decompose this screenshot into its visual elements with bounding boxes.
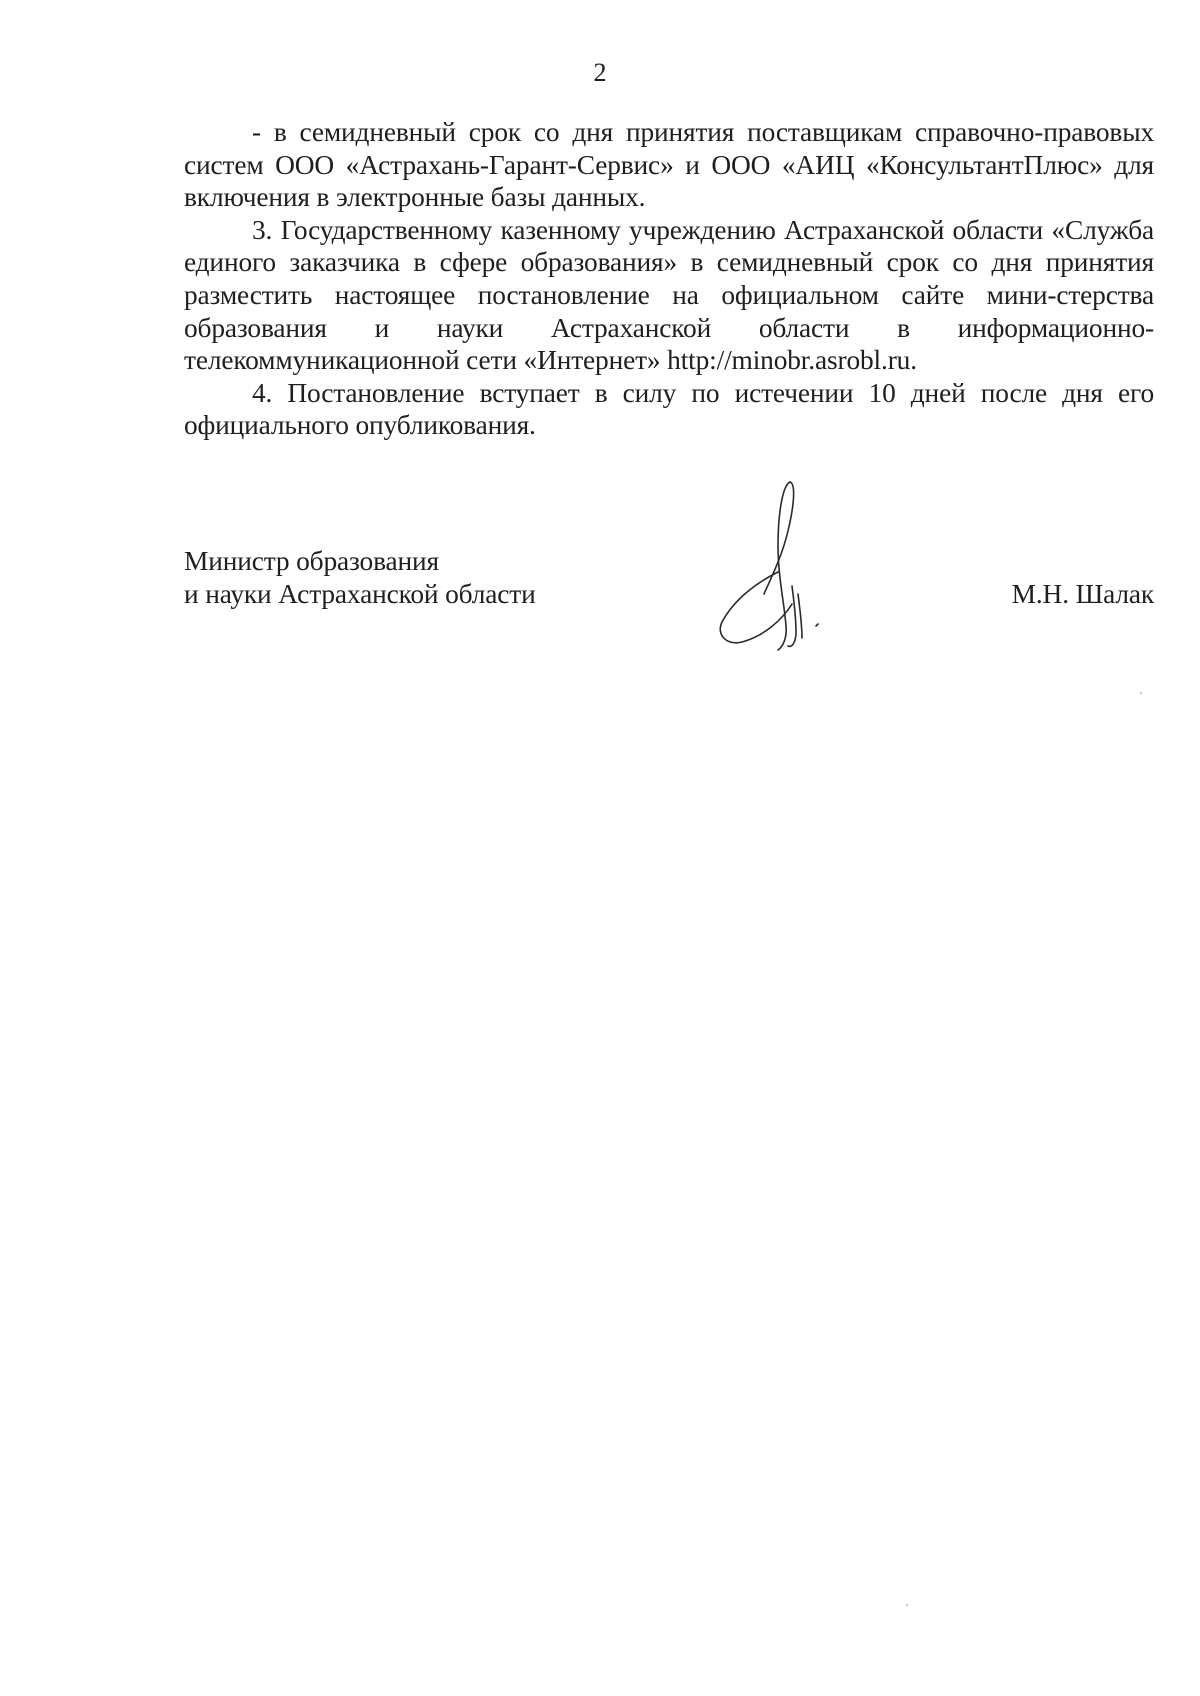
paragraph-publication: - в семидневный срок со дня принятия поставщикам справочно-правовых систем ООО «Астрахань-Гарант-Сервис» и ООО «АИЦ «КонсультантПлюс» для включения в электронные базы данных. [184, 117, 1154, 213]
handwritten-signature-icon [712, 476, 832, 656]
page-number: 2 [593, 58, 607, 87]
signatory-position [184, 545, 536, 610]
signatory-position-line-1: Министр образования [184, 546, 439, 576]
document-body [184, 116, 1154, 442]
paragraph-item-4: 4. Постановление вступает в силу по истечении 10 дней после дня его официального опубликования. [184, 377, 1154, 441]
signatory-name: М.Н. Шалак [1011, 579, 1154, 609]
signatory-position-line-2: и науки Астраханской области [184, 578, 536, 609]
scan-speck [1140, 692, 1142, 694]
scan-speck [906, 1604, 908, 1606]
paragraph-item-3: 3. Государственному казенному учреждению Астраханской области «Служба единого заказчика в сфере образования» в семидневный срок со дня принятия разместить настоящее постановление на официальном сайте мини-стерства образования и науки Астраханской области в информационно-телекоммуникационной сети «Интернет» http://minobr.asrobl.ru. [184, 214, 1154, 376]
